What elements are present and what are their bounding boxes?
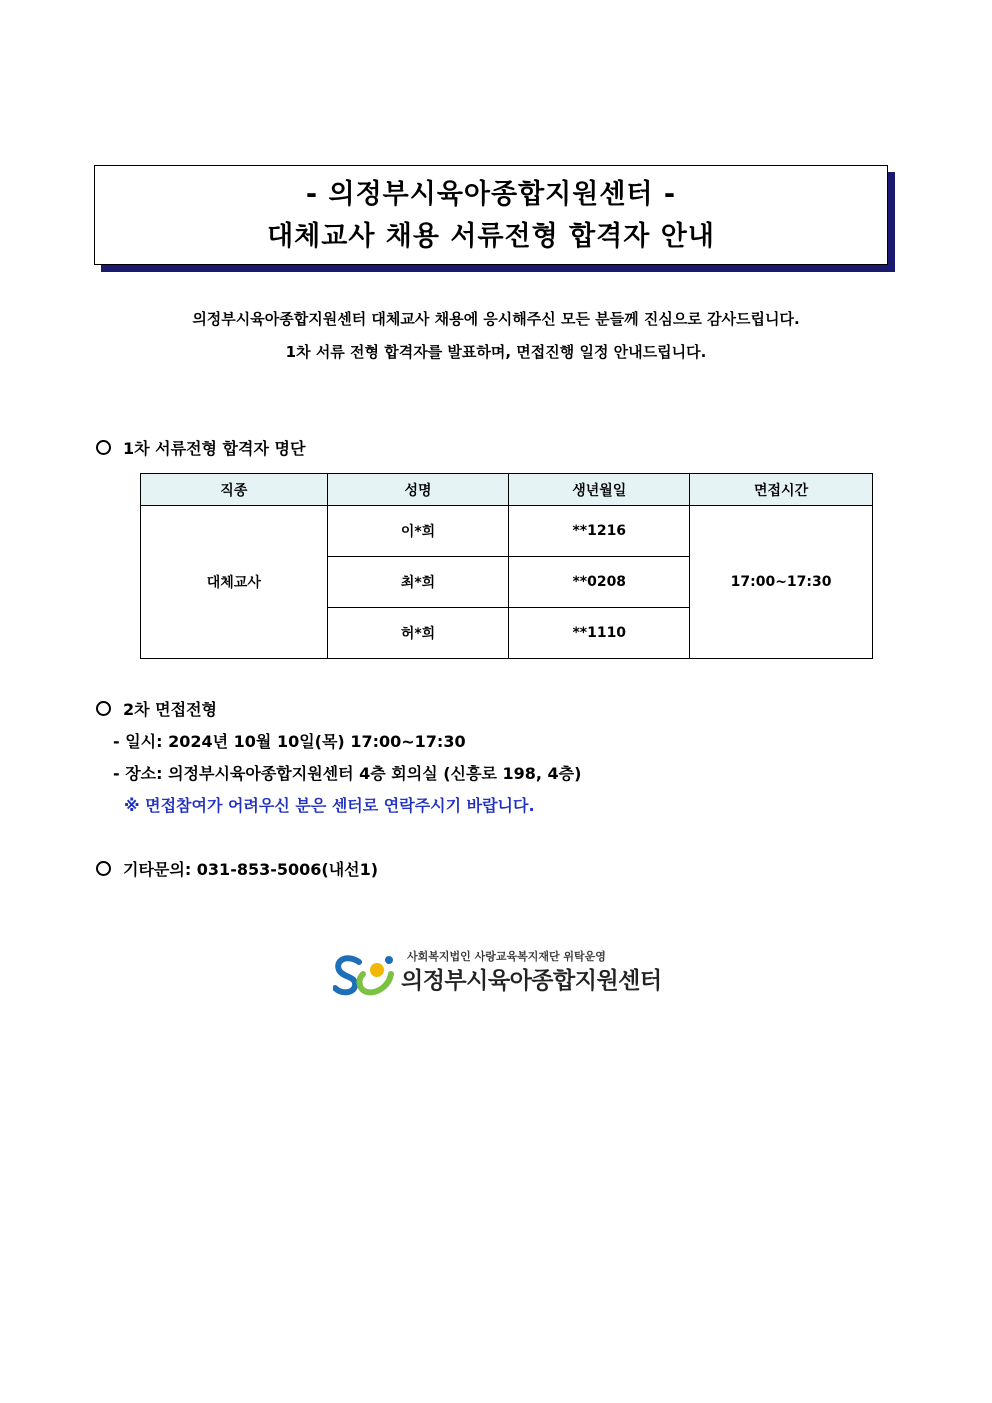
circle-bullet-icon bbox=[96, 440, 111, 455]
table-header-interview-time: 면접시간 bbox=[690, 474, 873, 506]
section1-heading-text: 1차 서류전형 합격자 명단 bbox=[123, 439, 306, 458]
section1-heading bbox=[96, 436, 305, 459]
table-row bbox=[141, 506, 873, 557]
table-header-birth: 생년월일 bbox=[509, 474, 690, 506]
birth-cell: **1110 bbox=[509, 608, 690, 659]
logo-name: 의정부시육아종합지원센터 bbox=[401, 968, 662, 994]
contact-info: 기타문의: 031-853-5006(내선1) bbox=[123, 860, 379, 879]
job-cell: 대체교사 bbox=[141, 506, 328, 659]
birth-cell: **1216 bbox=[509, 506, 690, 557]
name-cell: 이*희 bbox=[327, 506, 509, 557]
intro-line2: 1차 서류 전형 합격자를 발표하며, 면접진행 일정 안내드립니다. bbox=[285, 343, 707, 361]
birth-cell: **0208 bbox=[509, 557, 690, 608]
circle-bullet-icon bbox=[96, 701, 111, 716]
applicant-table bbox=[140, 473, 873, 659]
contact-note: ※ 면접참여가 어려우신 분은 센터로 연락주시기 바랍니다. bbox=[124, 796, 535, 815]
center-logo bbox=[333, 948, 663, 998]
intro-line1: 의정부시육아종합지원센터 대체교사 채용에 응시해주신 모든 분들께 진심으로 감사드립니다. bbox=[192, 310, 800, 328]
name-cell: 허*희 bbox=[327, 608, 509, 659]
interview-time-cell: 17:00~17:30 bbox=[690, 506, 873, 659]
interview-date: - 일시: 2024년 10월 10일(목) 17:00~17:30 bbox=[113, 732, 466, 751]
section2-heading bbox=[96, 697, 217, 720]
page-title-line1: - 의정부시육아종합지원센터 - bbox=[305, 179, 677, 210]
table-header-name: 성명 bbox=[327, 474, 509, 506]
table-header-row bbox=[141, 474, 873, 506]
logo-subtitle: 사회복지법인 사랑교육복지재단 위탁운영 bbox=[407, 950, 606, 963]
name-cell: 최*희 bbox=[327, 557, 509, 608]
section3-heading bbox=[96, 857, 378, 880]
section2-heading-text: 2차 면접전형 bbox=[123, 700, 217, 719]
page-title-line2: 대체교사 채용 서류전형 합격자 안내 bbox=[267, 221, 715, 252]
circle-bullet-icon bbox=[96, 861, 111, 876]
interview-place: - 장소: 의정부시육아종합지원센터 4층 회의실 (신흥로 198, 4층) bbox=[113, 764, 582, 783]
table-header-job: 직종 bbox=[141, 474, 328, 506]
center-logo-icon bbox=[333, 952, 397, 998]
title-box bbox=[94, 165, 888, 265]
